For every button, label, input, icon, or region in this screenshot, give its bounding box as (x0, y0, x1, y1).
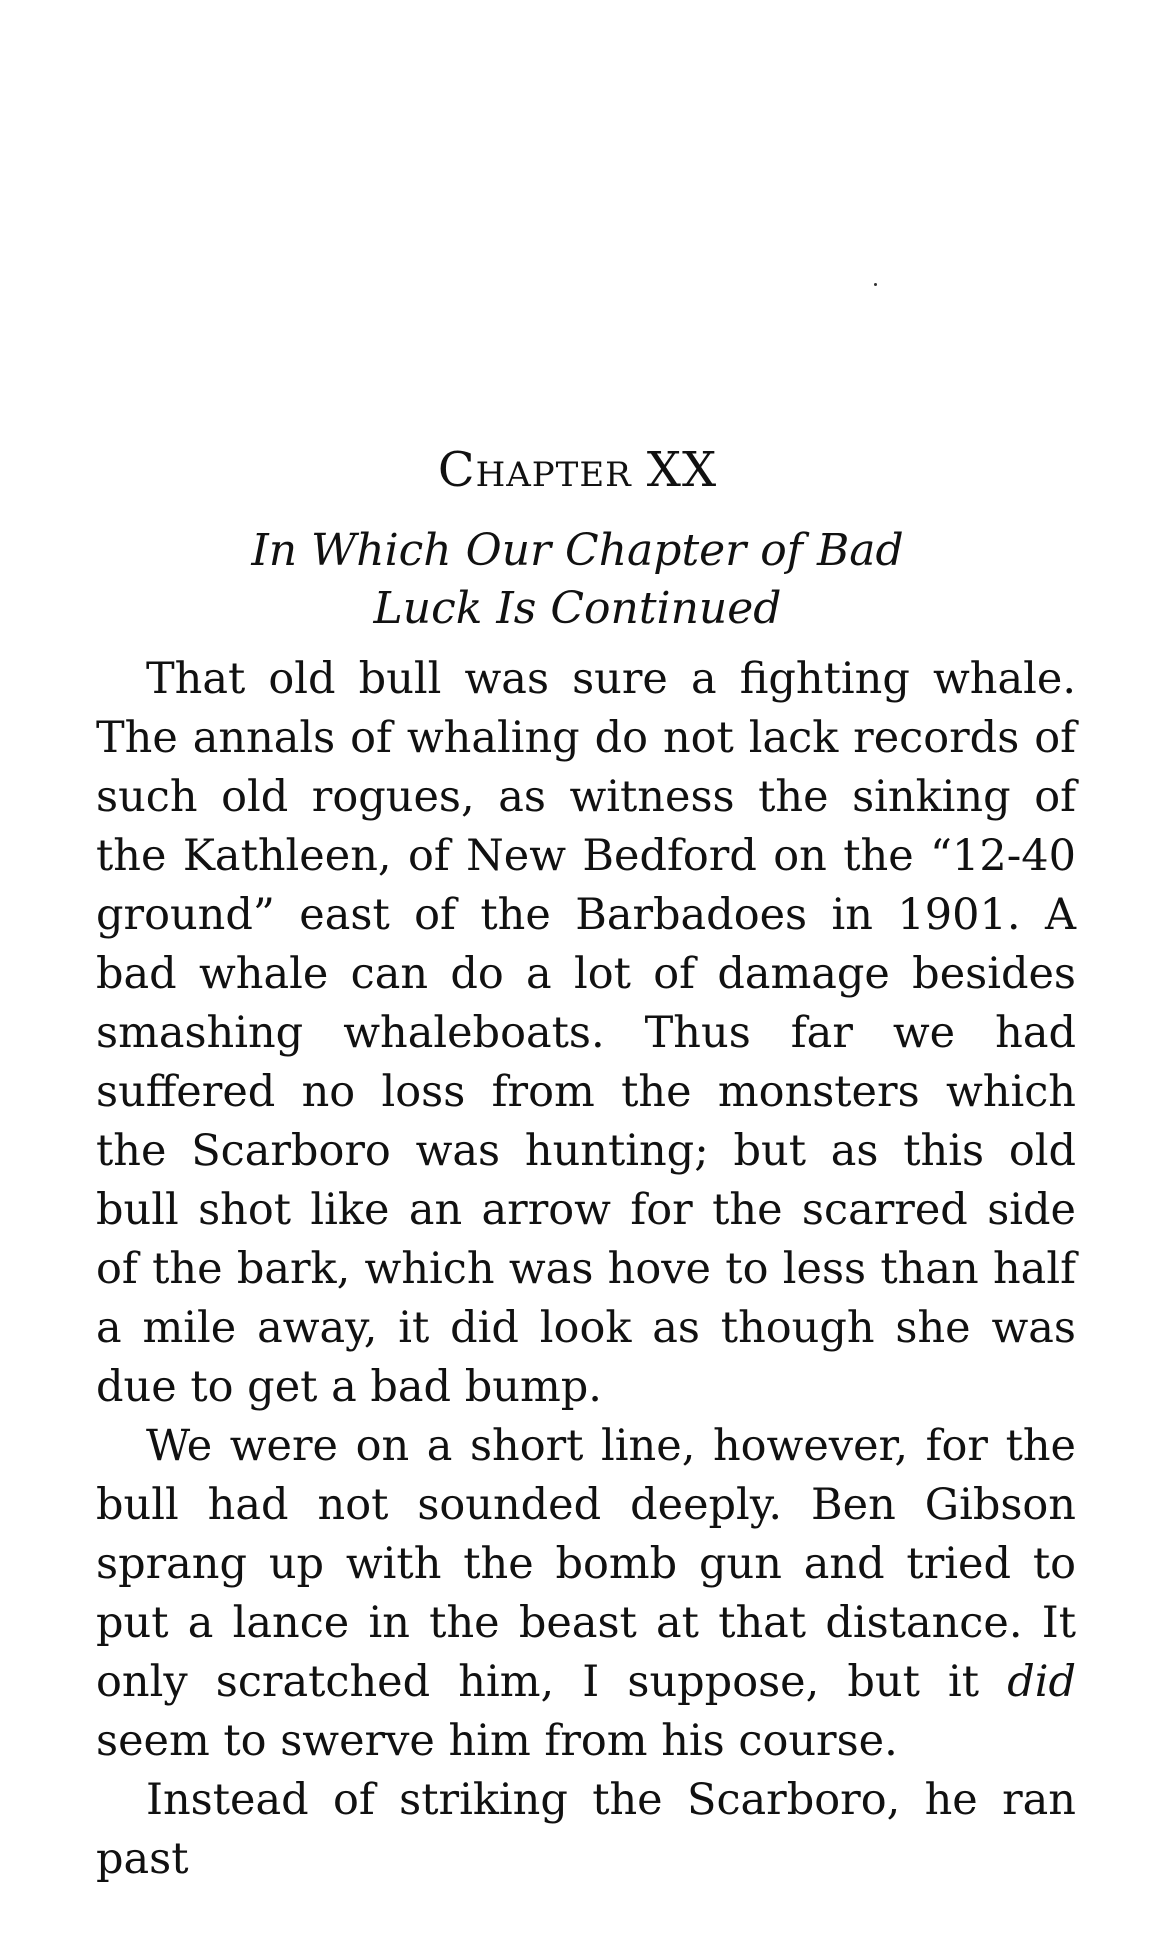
chapter-title (0, 522, 1155, 638)
body-text (96, 650, 1076, 1889)
chapter-number: XX (646, 442, 718, 498)
print-speck (874, 283, 877, 286)
chapter-title-line-2: Luck Is Continued (373, 583, 782, 634)
paragraph-3: Instead of striking the Scarboro, he ran past (96, 1775, 1076, 1884)
paragraph-2-end: seem to swerve him from his course. (96, 1716, 898, 1766)
chapter-heading (0, 442, 1155, 498)
chapter-label-rest: HAPTER (475, 455, 632, 495)
paragraph-2-emphasis: did (1007, 1657, 1076, 1707)
chapter-label-initial: C (437, 442, 476, 498)
paragraph-2-start: We were on a short line, however, for the bull had not sounded deeply. Ben Gibson sprang up with the bomb gun and tried to put a lance in the beast at that distance. It only scratched him, I suppose, but it (96, 1421, 1076, 1707)
chapter-title-line-1: In Which Our Chapter of Bad (251, 525, 904, 576)
paragraph-2 (96, 1417, 1076, 1771)
paragraph-1: That old bull was sure a fighting whale. The annals of whaling do not lack records of such old rogues, as witness the sinking of the Kathleen, of New Bedford on the “12-40 ground” east of the Barbadoes in 1901. A bad whale can do a lot of damage besides smashing whaleboats. Thus far we had suffered no loss from the monsters which the Scarboro was hunting; but as this old bull shot like an arrow for the scarred side of the bark, which was hove to less than half a mile away, it did look as though she was due to get a bad bump. (96, 654, 1076, 1412)
